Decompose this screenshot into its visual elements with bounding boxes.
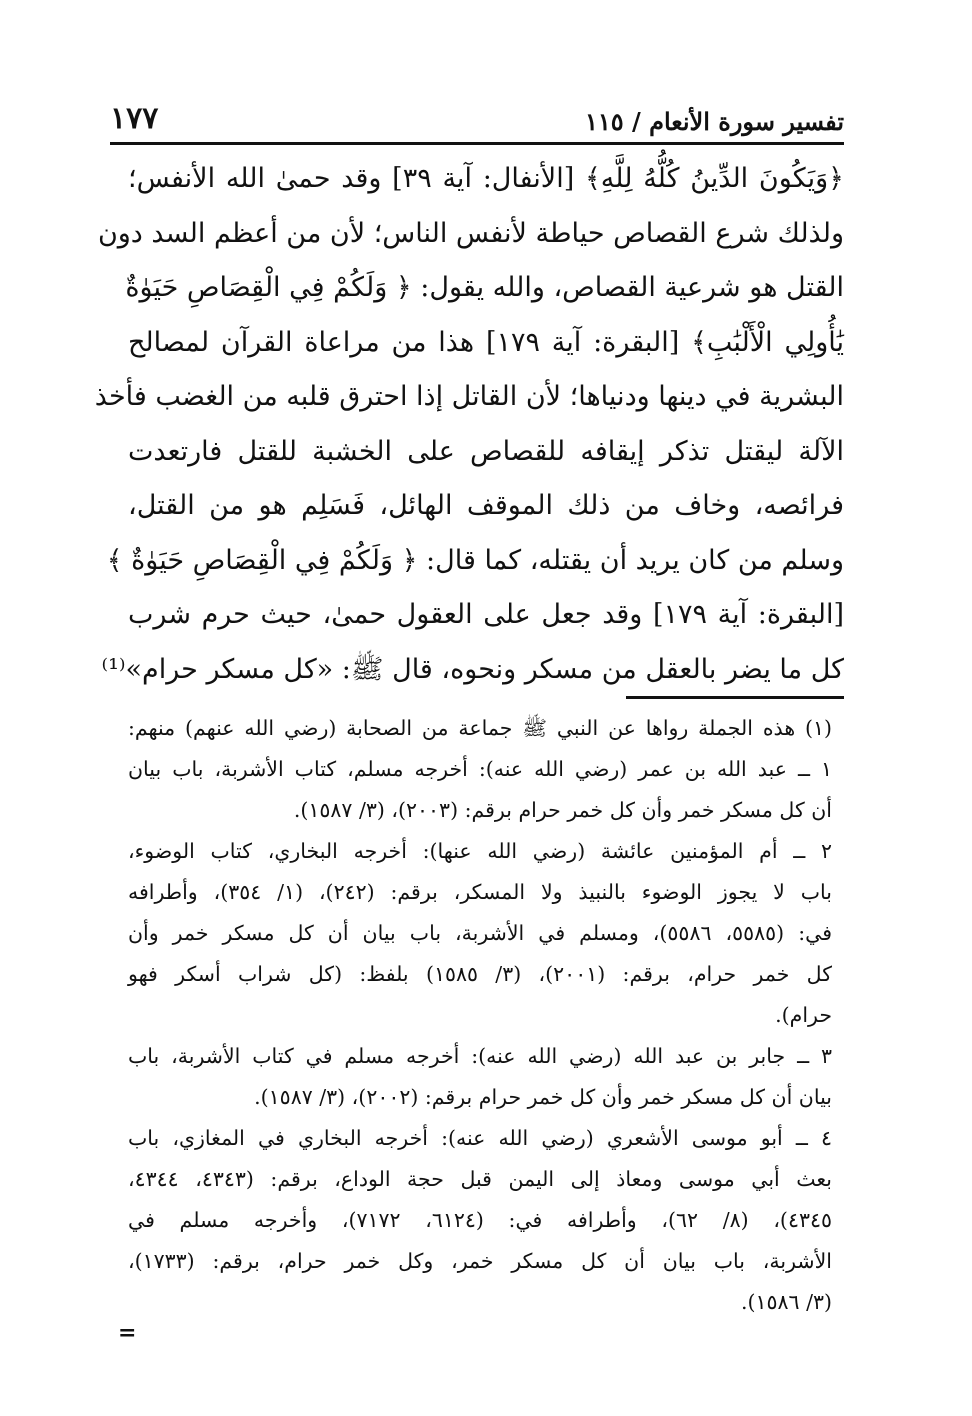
footnote-line: بيان أن كل مسكر خمر وأن كل خمر حرام برقم: (٢٠٠٢)، (٣/ ١٥٨٧). bbox=[254, 1085, 832, 1109]
body-line: كل ما يضر بالعقل من مسكر ونحوه، قال ﷺ: «كل مسكر حرام»⁽¹⁾ bbox=[101, 653, 844, 685]
footnote-line: ٢ ــ أم المؤمنين عائشة (رضي الله عنها): أخرجه البخاري، كتاب الوضوء، bbox=[128, 839, 832, 863]
continuation-mark: = bbox=[118, 1320, 137, 1346]
footnote-line: في: (٥٥٨٥، ٥٥٨٦)، ومسلم في الأشربة، باب بيان أن كل مسكر خمر وأن bbox=[128, 921, 832, 945]
main-text bbox=[94, 152, 844, 697]
body-line: وسلم من كان يريد أن يقتله، كما قال: ﴿ وَلَكُمْ فِي الْقِصَاصِ حَيَوٰةٌ ﴾ bbox=[106, 544, 844, 576]
footnote-line: باب لا يجوز الوضوء بالنبيذ ولا المسكر، برقم: (٢٤٢)، (١/ ٣٥٤)، وأطرافه bbox=[128, 880, 832, 904]
footnote-line: الأشربة، باب بيان أن كل مسكر خمر، وكل خمر حرام، برقم: (١٧٣٣)، bbox=[128, 1249, 832, 1273]
page-number: ١٧٧ bbox=[110, 101, 159, 136]
body-line: البشرية في دينها ودنياها؛ لأن القاتل إذا احترق قلبه من الغضب فأخذ bbox=[94, 381, 844, 412]
body-line: الآلة ليقتل تذكر إيقافه للقصاص على الخشبة للقتل فارتعدت bbox=[128, 435, 844, 467]
footnote-line: ٤ ــ أبو موسى الأشعري (رضي الله عنه): أخرجه البخاري في المغازي، باب bbox=[128, 1126, 832, 1150]
running-title: تفسير سورة الأنعام / ١١٥ bbox=[584, 107, 844, 136]
footnote-line: بعث أبي موسى ومعاذ إلى اليمن قبل حجة الوداع، برقم: (٤٣٤٣، ٤٣٤٤، bbox=[128, 1167, 832, 1191]
body-line: ولذلك شرع القصاص حياطة لأنفس الناس؛ لأن من أعظم السد دون bbox=[97, 217, 844, 249]
footnote-line: كل خمر حرام، برقم: (٢٠٠١)، (٣/ ١٥٨٥) بلفظ: (كل شراب أسكر فهو bbox=[128, 962, 832, 986]
page-header bbox=[110, 96, 844, 136]
footnote-line: ٣ ــ جابر بن عبد الله (رضي الله عنه): أخرجه مسلم في كتاب الأشربة، باب bbox=[128, 1044, 832, 1068]
footnote-line: حرام). bbox=[775, 1003, 832, 1027]
footnotes bbox=[128, 708, 832, 1323]
body-line: ﴿وَيَكُونَ الدِّينُ كُلُّهُ لِلَّهِ﴾ [الأنفال: آية ٣٩] وقد حمىٰ الله الأنفس؛ bbox=[128, 163, 844, 194]
footnote-line: ٤٣٤٥)، (٨/ ٦٢)، وأطرافه في: (٦١٢٤، ٧١٧٢)، وأخرجه مسلم في bbox=[128, 1208, 832, 1232]
body-line: القتل هو شرعية القصاص، والله يقول: ﴿ وَلَكُمْ فِي الْقِصَاصِ حَيَوٰةٌ bbox=[125, 272, 844, 303]
header-rule bbox=[110, 142, 844, 145]
body-line: يَٰأُولِي الْأَلْبَٰبِ﴾ [البقرة: آية ١٧٩] هذا من مراعاة القرآن لمصالح bbox=[128, 326, 844, 358]
footnote-line: (٣/ ١٥٨٦). bbox=[740, 1290, 832, 1314]
body-line: فرائصه، وخاف من ذلك الموقف الهائل، فَسَلِم هو من القتل، bbox=[128, 490, 844, 521]
footnote-line: ١ ــ عبد الله بن عمر (رضي الله عنه): أخرجه مسلم، كتاب الأشربة، باب بيان bbox=[128, 757, 832, 781]
body-line: [البقرة: آية ١٧٩] وقد جعل على العقول حمىٰ، حيث حرم شرب bbox=[128, 599, 844, 630]
footnote-separator bbox=[626, 696, 844, 699]
footnote-line: أن كل مسكر خمر وأن كل خمر حرام برقم: (٢٠٠٣)، (٣/ ١٥٨٧). bbox=[293, 798, 832, 822]
footnote-line: (١) هذه الجملة رواها عن النبي ﷺ جماعة من الصحابة (رضي الله عنهم) منهم: bbox=[128, 716, 832, 740]
